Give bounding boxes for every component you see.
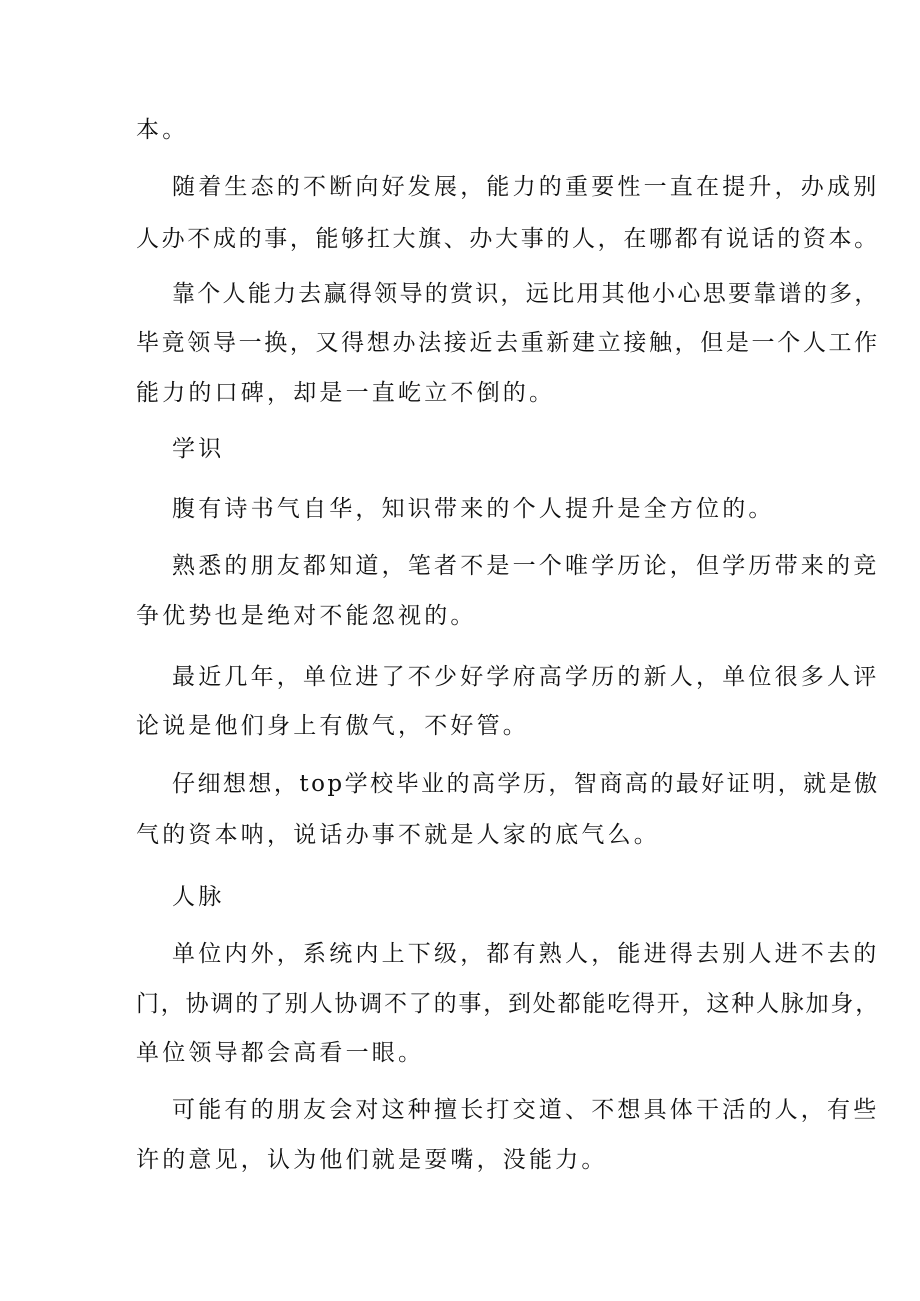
paragraph-line: 靠个人能力去赢得领导的赏识，远比用其他小心思要靠谱的多， (172, 281, 880, 307)
paragraph-line: 随着生态的不断向好发展，能力的重要性一直在提升，办成别 (172, 174, 880, 200)
section-heading-connections: 人脉 (172, 884, 225, 910)
paragraph-line: 本。 (136, 117, 189, 143)
paragraph-line: 单位领导都会高看一眼。 (136, 1040, 425, 1066)
paragraph-line: 门，协调的了别人协调不了的事，到处都能吃得开，这种人脉加身， (136, 991, 880, 1017)
paragraph-line: 最近几年，单位进了不少好学府高学历的新人，单位很多人评 (172, 664, 880, 690)
paragraph-line: 气的资本呐，说话办事不就是人家的底气么。 (136, 822, 660, 848)
paragraph-line: 许的意见，认为他们就是耍嘴，没能力。 (136, 1147, 608, 1173)
paragraph-line: 争优势也是绝对不能忽视的。 (136, 603, 477, 629)
paragraph-line: 毕竟领导一换，又得想办法接近去重新建立接触，但是一个人工作 (136, 330, 880, 356)
paragraph-line: 仔细想想，top学校毕业的高学历，智商高的最好证明，就是傲 (172, 771, 880, 797)
paragraph-line: 能力的口碑，却是一直屹立不倒的。 (136, 380, 556, 406)
section-heading-learning: 学识 (172, 436, 225, 462)
paragraph-line: 熟悉的朋友都知道，笔者不是一个唯学历论，但学历带来的竞 (172, 553, 880, 579)
paragraph-line: 人办不成的事，能够扛大旗、办大事的人，在哪都有说话的资本。 (136, 226, 880, 252)
paragraph-line: 腹有诗书气自华，知识带来的个人提升是全方位的。 (172, 496, 775, 522)
paragraph-line: 单位内外，系统内上下级，都有熟人，能进得去别人进不去的 (172, 941, 880, 967)
paragraph-line: 可能有的朋友会对这种擅长打交道、不想具体干活的人，有些 (172, 1097, 880, 1123)
paragraph-line: 论说是他们身上有傲气，不好管。 (136, 713, 529, 739)
